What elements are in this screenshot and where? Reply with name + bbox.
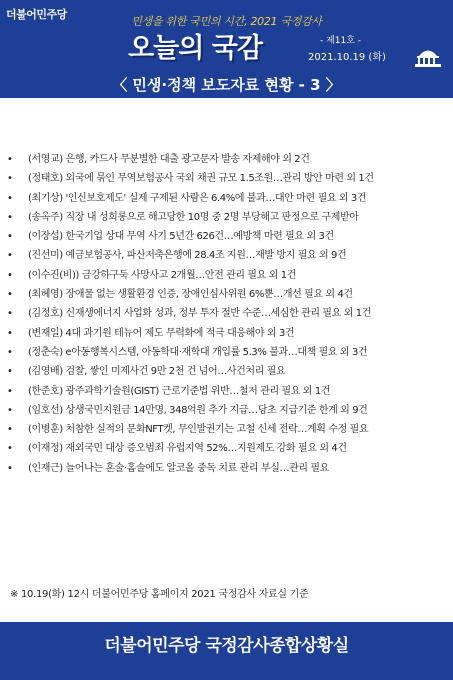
bullet: • xyxy=(7,269,13,281)
list-item xyxy=(0,208,453,227)
national-assembly-icon xyxy=(407,42,447,68)
bullet: • xyxy=(7,154,13,165)
bullet: • xyxy=(7,192,13,204)
list-item-text: (송옥주) 직장 내 성희롱으로 해고당한 10명 중 2명 부당해고 판정으로 구제받아 xyxy=(28,211,359,223)
list-item-text: (인재근) 늘어나는 혼술·홈술에도 알코올 중독 치료 관리 부실…관리 필요 xyxy=(28,462,329,474)
list-item-text: (정춘숙) e아동행복시스템, 아동학대·재학대 개입률 5.3% 불과…대책 필요 외 3건 xyxy=(28,346,368,358)
issue-date: 2021.10.19 (화) xyxy=(308,52,386,63)
list-item xyxy=(0,382,453,401)
list-item-text: (이병훈) 처참한 실적의 문화NFT켓, 무인발권기는 고철 신세 전락…계획 수정 필요 xyxy=(28,424,369,436)
list-item xyxy=(0,266,453,285)
list-item-text: (진선미) 예금보험공사, 파산저축은행에 28.4조 지원…재발 방지 필요 외 9건 xyxy=(28,250,347,262)
list-item xyxy=(0,459,453,478)
list-item-text: (김정호) 신재생에너지 사업화 성과, 정부 투자 절반 수준…세심한 관리 필요 외 1건 xyxy=(28,308,371,320)
list-item-text: (이장섭) 한국기업 상대 무역 사기 5년간 626건…예방책 마련 필요 외 3건 xyxy=(28,231,334,243)
subtitle: 〈 민생·정책 보도자료 현황 - 3 〉 xyxy=(112,76,341,94)
party-logo-text: 더불어민주당 xyxy=(6,8,67,21)
bullet: • xyxy=(7,308,13,320)
issue-number: - 제11호 - xyxy=(320,36,362,46)
main-title: 오늘의 국감 xyxy=(128,33,262,64)
bullet: • xyxy=(7,289,13,301)
bullet: • xyxy=(7,211,13,223)
bullet: • xyxy=(7,424,13,436)
list-item xyxy=(0,304,453,323)
list-item xyxy=(0,362,453,381)
header-banner xyxy=(0,0,453,98)
list-item-text: (임호선) 상생국민지원금 14만명, 348억원 추가 지급…당초 지급기준 한계 외 9건 xyxy=(28,404,368,416)
list-item xyxy=(0,169,453,188)
footer-text: 더불어민주당 국정감사종합상황실 xyxy=(104,636,349,656)
list-item xyxy=(0,150,453,169)
list-item xyxy=(0,420,453,439)
list-item-text: (한준호) 광주과학기술원(GIST) 근로기준법 위반…철저 관리 필요 외 1건 xyxy=(28,385,331,397)
list-item-text: (변재일) 4대 과기원 테뉴어 제도 무력화에 적극 대응해야 외 3건 xyxy=(28,327,295,339)
list-item-text: (김영배) 검찰, 쌓인 미제사건 9만 2천 건 넘어…사건처리 필요 xyxy=(28,366,286,378)
bullet: • xyxy=(7,231,13,243)
bullet: • xyxy=(7,462,13,474)
bullet: • xyxy=(7,404,13,416)
list-item xyxy=(0,343,453,362)
list-item-text: (최기상) '인신보호제도' 실제 구제된 사람은 6.4%에 불과…대안 마련 필요 외 3건 xyxy=(28,192,367,204)
list-item-text: (서영교) 은행, 카드사 무분별한 대출 광고문자 발송 자제해야 외 2건 xyxy=(28,154,310,165)
list-item-text: (이재정) 재외국민 대상 증오범죄 유럽지역 52%…지원제도 강화 필요 외 4건 xyxy=(28,443,347,455)
bullet: • xyxy=(7,327,13,339)
list-item xyxy=(0,189,453,208)
list-item xyxy=(0,246,453,265)
list-item xyxy=(0,439,453,458)
bullet: • xyxy=(7,443,13,455)
bullet: • xyxy=(7,173,13,185)
press-release-list xyxy=(0,150,453,478)
slogan: 민생을 위한 국민의 시간, 2021 국정감사 xyxy=(131,15,322,28)
list-item xyxy=(0,285,453,304)
bullet: • xyxy=(7,385,13,397)
bullet: • xyxy=(7,366,13,378)
footer-banner xyxy=(0,622,453,680)
list-item xyxy=(0,401,453,420)
source-note: ※ 10.19(화) 12시 더불어민주당 홈페이지 2021 국정감사 자료실 기준 xyxy=(10,589,309,600)
bullet: • xyxy=(7,346,13,358)
list-item-text: (이수진(비)) 금강하구둑 사망사고 2개월…안전 관리 필요 외 1건 xyxy=(28,269,296,281)
list-item-text: (정태호) 외국에 묶인 무역보험공사 국외 채권 규모 1.5조원…관리 방안 마련 외 1건 xyxy=(28,173,374,185)
bullet: • xyxy=(7,250,13,262)
list-item xyxy=(0,324,453,343)
list-item xyxy=(0,227,453,246)
list-item-text: (최혜영) 장애물 없는 생활환경 인증, 장애인심사위원 6%뿐…개선 필요 외 4건 xyxy=(28,289,353,301)
